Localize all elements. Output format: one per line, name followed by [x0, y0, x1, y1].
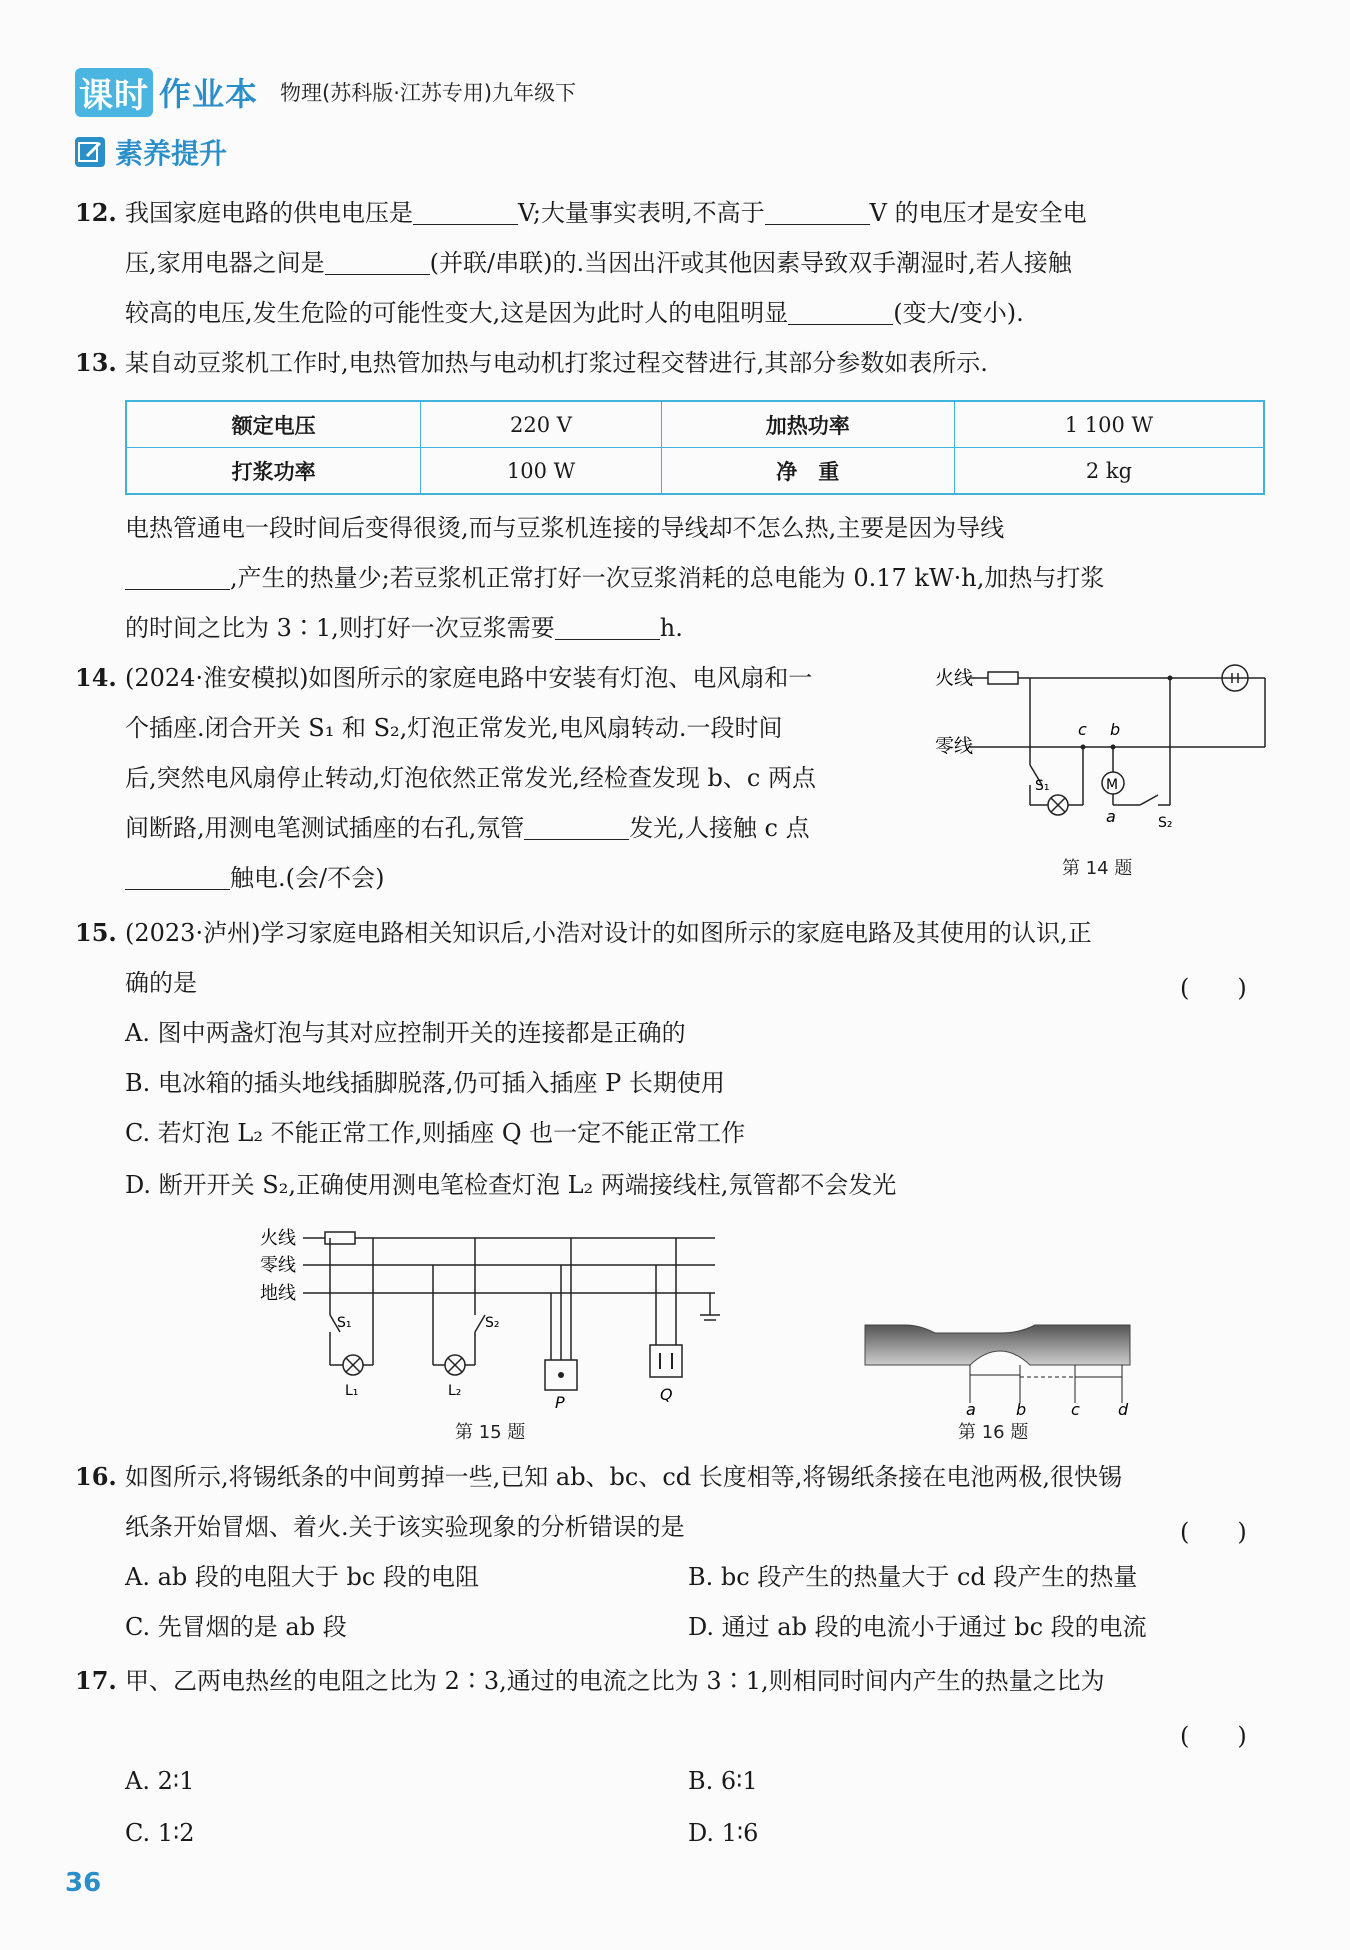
q12-line3 — [125, 288, 1024, 338]
q14-line4 — [125, 803, 810, 853]
text: 如图所示,将锡纸条的中间剪掉一些,已知 ab、bc、cd 长度相等,将锡纸条接在电池两极,很快锡 — [125, 1463, 1123, 1491]
text: 我国家庭电路的供电电压是 — [125, 199, 413, 227]
text: 压,家用电器之间是 — [125, 249, 325, 277]
blank[interactable] — [325, 244, 430, 275]
answer-bracket[interactable]: ( ) — [1180, 1518, 1247, 1546]
q13-line3 — [125, 553, 1104, 603]
option-b[interactable]: B. 电冰箱的插头地线插脚脱落,仍可插入插座 P 长期使用 — [125, 1069, 725, 1097]
point-c-label: c — [1071, 1400, 1080, 1415]
question-number: 15. — [75, 918, 117, 947]
q13-line1 — [75, 338, 988, 388]
text: 发光,人接触 c 点 — [629, 814, 810, 842]
brand-logo-a: 课时 — [75, 68, 153, 117]
text: (2024·淮安模拟)如图所示的家庭电路中安装有灯泡、电风扇和一 — [125, 664, 813, 692]
q16-caption: 第 16 题 — [958, 1422, 1029, 1443]
option-a[interactable]: A. 2∶1 — [125, 1767, 195, 1795]
q16-line2: 纸条开始冒烟、着火.关于该实验现象的分析错误的是 — [125, 1513, 685, 1541]
live-wire-label: 火线 — [935, 667, 974, 689]
option-a[interactable]: A. ab 段的电阻大于 bc 段的电阻 — [125, 1563, 479, 1591]
blank[interactable] — [524, 809, 629, 840]
option-c[interactable]: C. 若灯泡 L₂ 不能正常工作,则插座 Q 也一定不能正常工作 — [125, 1119, 746, 1147]
q12-line1 — [75, 188, 1087, 238]
q14-line1 — [75, 653, 812, 703]
blank[interactable] — [125, 859, 230, 890]
section-title: 素养提升 — [115, 137, 228, 170]
pencil-icon — [75, 137, 105, 167]
option-d[interactable]: D. 通过 ab 段的电流小于通过 bc 段的电流 — [688, 1613, 1147, 1641]
table-cell: 220 V — [421, 401, 661, 448]
q17-line1 — [75, 1656, 1105, 1706]
question-number: 16. — [75, 1462, 117, 1491]
header — [75, 70, 576, 114]
blank[interactable] — [765, 194, 870, 225]
l2-label: L₂ — [448, 1383, 462, 1399]
blank[interactable] — [125, 559, 230, 590]
q13-line4 — [125, 603, 683, 653]
text: (2023·泸州)学习家庭电路相关知识后,小浩对设计的如图所示的家庭电路及其使用的认识,正 — [125, 919, 1092, 947]
q14-caption: 第 14 题 — [1062, 858, 1133, 879]
q14-line3: 后,突然电风扇停止转动,灯泡依然正常发光,经检查发现 b、c 两点 — [125, 764, 816, 792]
q15-circuit-diagram — [255, 1220, 725, 1410]
ground-wire-label: 地线 — [260, 1283, 296, 1304]
text: 间断路,用测电笔测试插座的右孔,氖管 — [125, 814, 525, 842]
neutral-wire-label: 零线 — [260, 1255, 296, 1276]
table-cell: 100 W — [421, 448, 661, 495]
neutral-wire-label: 零线 — [935, 735, 974, 757]
option-b[interactable]: B. bc 段产生的热量大于 cd 段产生的热量 — [688, 1563, 1138, 1591]
s2-label: S₂ — [1158, 815, 1173, 831]
question-number: 13. — [75, 348, 117, 377]
text: ,产生的热量少;若豆浆机正常打好一次豆浆消耗的总电能为 0.17 kW·h,加热与打浆 — [230, 564, 1105, 592]
page-number: 36 — [65, 1868, 102, 1898]
q13-line2: 电热管通电一段时间后变得很烫,而与豆浆机连接的导线却不怎么热,主要是因为导线 — [125, 514, 1005, 542]
live-wire-label: 火线 — [260, 1228, 296, 1249]
text: 某自动豆浆机工作时,电热管加热与电动机打浆过程交替进行,其部分参数如表所示. — [125, 349, 988, 377]
question-number: 14. — [75, 663, 117, 692]
option-c[interactable]: C. 1∶2 — [125, 1819, 195, 1847]
question-number: 12. — [75, 198, 117, 227]
point-a-label: a — [966, 1400, 976, 1415]
switch-s2 — [1140, 795, 1158, 805]
q15-line2: 确的是 — [125, 969, 197, 997]
switch-s2 — [475, 1315, 485, 1332]
two-pin-socket-q — [650, 1345, 682, 1377]
brand-logo-b: 作业本 — [159, 75, 259, 113]
table-cell: 打浆功率 — [126, 448, 421, 495]
text: V 的电压才是安全电 — [869, 199, 1087, 227]
text: 较高的电压,发生危险的可能性变大,这是因为此时人的电阻明显 — [125, 299, 789, 327]
answer-bracket[interactable]: ( ) — [1180, 974, 1247, 1002]
q14-line2: 个插座.闭合开关 S₁ 和 S₂,灯泡正常发光,电风扇转动.一段时间 — [125, 714, 783, 742]
q16-tin-foil-diagram — [860, 1315, 1140, 1415]
answer-bracket[interactable]: ( ) — [1180, 1722, 1247, 1750]
option-b[interactable]: B. 6∶1 — [688, 1767, 758, 1795]
option-c[interactable]: C. 先冒烟的是 ab 段 — [125, 1613, 347, 1641]
q15-line1 — [75, 908, 1092, 958]
table-cell: 1 100 W — [954, 401, 1264, 448]
q12-line2 — [125, 238, 1072, 288]
table-row — [126, 401, 1264, 448]
s1-label: S₁ — [337, 1315, 352, 1331]
table-row — [126, 448, 1264, 495]
blank[interactable] — [413, 194, 518, 225]
text: 甲、乙两电热丝的电阻之比为 2∶3,通过的电流之比为 3∶1,则相同时间内产生的热量之比为 — [125, 1667, 1105, 1695]
text: h. — [659, 614, 683, 642]
table-cell: 额定电压 — [126, 401, 421, 448]
text: 的时间之比为 3∶1,则打好一次豆浆需要 — [125, 614, 555, 642]
point-b-label: b — [1016, 1400, 1027, 1415]
q15-caption: 第 15 题 — [455, 1422, 526, 1443]
point-b-label: b — [1110, 720, 1121, 739]
point-c-label: c — [1078, 720, 1087, 739]
table-cell: 净 重 — [661, 448, 954, 495]
s2-label: S₂ — [485, 1315, 500, 1331]
point-d-label: d — [1118, 1400, 1129, 1415]
s1-label: S₁ — [1035, 778, 1050, 794]
l1-label: L₁ — [345, 1383, 359, 1399]
motor-label: M — [1106, 777, 1119, 793]
section-header — [75, 132, 227, 172]
option-d[interactable]: D. 1∶6 — [688, 1819, 759, 1847]
text: V;大量事实表明,不高于 — [518, 199, 765, 227]
table-cell: 2 kg — [954, 448, 1264, 495]
text: (变大/变小). — [893, 299, 1024, 327]
table-cell: 加热功率 — [661, 401, 954, 448]
blank[interactable] — [788, 294, 893, 325]
option-d[interactable]: D. 断开开关 S₂,正确使用测电笔检查灯泡 L₂ 两端接线柱,氖管都不会发光 — [125, 1171, 897, 1199]
q14-line5 — [125, 853, 384, 903]
fuse-icon — [988, 672, 1018, 684]
blank[interactable] — [555, 609, 660, 640]
text: (并联/串联)的.当因出汗或其他因素导致双手潮湿时,若人接触 — [429, 249, 1072, 277]
option-a[interactable]: A. 图中两盏灯泡与其对应控制开关的连接都是正确的 — [125, 1019, 686, 1047]
text: 触电.(会/不会) — [230, 864, 385, 892]
p-label: P — [555, 1393, 565, 1410]
q-label: Q — [660, 1385, 673, 1404]
spec-table — [125, 400, 1265, 495]
q16-line1 — [75, 1452, 1122, 1502]
subject-title: 物理(苏科版·江苏专用)九年级下 — [280, 81, 577, 105]
point-a-label: a — [1106, 807, 1116, 826]
question-number: 17. — [75, 1666, 117, 1695]
tin-foil-strip — [865, 1325, 1130, 1365]
q14-circuit-diagram — [930, 655, 1270, 855]
